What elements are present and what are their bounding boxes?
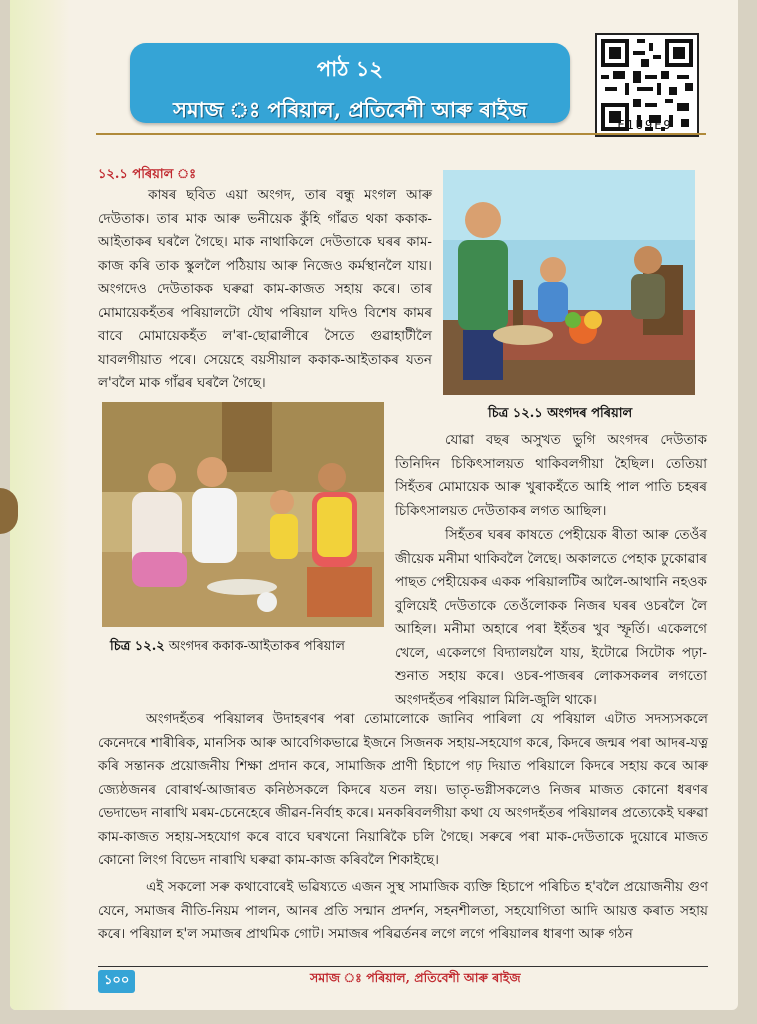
header-divider bbox=[96, 133, 706, 135]
qr-code-label: E1U9E9 bbox=[617, 118, 673, 132]
footer-divider bbox=[98, 966, 708, 967]
chapter-title: সমাজ ঃ পৰিয়াল, প্ৰতিবেশী আৰু ৰাইজ bbox=[173, 97, 527, 122]
chapter-number: পাঠ ১২ bbox=[316, 56, 384, 81]
figure-1-caption: চিত্ৰ ১২.১ অংগদৰ পৰিয়াল bbox=[488, 406, 633, 421]
family-illustration-1 bbox=[443, 170, 695, 395]
figure-2-label: চিত্ৰ ১২.২ bbox=[110, 639, 165, 654]
footer-title: সমাজ ঃ পৰিয়াল, প্ৰতিবেশী আৰু ৰাইজ bbox=[310, 970, 521, 985]
paragraph-2: যোৱা বছৰ অসুখত ভুগি অংগদৰ দেউতাক তিনিদিন চিকিৎসালয়ত থাকিবলগীয়া হৈছিল। তেতিয়া সিহঁতৰ মোমায়েক আৰু খুৰাকহঁতে আহি পাল পাতি চহৰৰ চিকিৎসালয়ত দেউতাকৰ লগত আছিল। bbox=[395, 432, 707, 519]
figure-2-text: অংগদৰ ককাক-আইতাকৰ পৰিয়াল bbox=[168, 639, 345, 654]
page-number: ১০০ bbox=[98, 970, 135, 993]
figure-2-caption bbox=[110, 637, 345, 658]
paragraph-3: সিহঁতৰ ঘৰৰ কাষতে পেহীয়েক ৰীতা আৰু তেওঁৰ জীয়েক মনীমা থাকিবলৈ লৈছে। অকালতে পেহাক ঢুকোৱাৰ পাছত পেহীয়েকৰ একক পৰিয়ালটিৰ আলৈ-আথানি নহওক বুলিয়েই দেউতাকে তেওঁলোকক নিজৰ ঘৰৰ ওচৰলৈ লৈ আহিল। মনীমা অহাৰে পৰা ইহঁতৰ খুব স্ফূৰ্তি। একেলগে খেলে, একেলগে বিদ্যালয়লৈ যায়, ইটোৱে সিটোক পঢ়া-শুনাত সহায় কৰে। ওচৰ-পাজৰৰ লোকসকলৰ লগতো অংগদহঁতৰ পৰিয়াল মিলি-জুলি থাকে। bbox=[395, 527, 707, 708]
textbook-page bbox=[10, 0, 738, 1010]
chapter-banner bbox=[130, 43, 570, 123]
paragraph-4: অংগদহঁতৰ পৰিয়ালৰ উদাহৰণৰ পৰা তোমালোকে জানিব পাৰিলা যে পৰিয়াল এটাত সদস্যসকলে কেনেদৰে শাৰীৰিক, মানসিক আৰু আবেগিকভাৱে ইজনে সিজনক সহায়-সহযোগ কৰে, কিদৰে জন্মৰ পৰা আদৰ-যত্ন কৰি সন্তানক প্ৰয়োজনীয় শিক্ষা প্ৰদান কৰে, সামাজিক প্ৰাণী হিচাপে গঢ় দিয়াত পৰিয়ালে কিদৰে সহায় কৰে আৰু জ্যেষ্ঠজনৰ বোৰাৰ্থ-আজাৰত কনিষ্ঠসকলে কিদৰে যতন লয়। ভাতৃ-ভগ্নীসকলেও নিজৰ মাজত কোনো ধৰণৰ ভেদাভেদ নাৰাখি মৰম-চেনেহেৰে জীৱন-নিৰ্বাহ কৰে। মনকৰিবলগীয়া কথা যে অংগদহঁতৰ পৰিয়ালৰ প্ৰত্যেকেই ঘৰুৱা কাম-কাজত সহায়-সহযোগ কৰে বাবে ঘৰখনো নিয়াৰিকৈ চলি গৈছে। সৰুৰে পৰা মাক-দেউতাকে দুয়োৰে মাজত কোনো লিংগ বিভেদ নাৰাখি ঘৰুৱা কাম-কাজ কৰিবলৈ শিকাইছে। bbox=[98, 711, 708, 868]
section-heading: ১২.১ পৰিয়াল ঃ bbox=[98, 167, 197, 182]
paragraph-1: কাষৰ ছবিত এয়া অংগদ, তাৰ বন্ধু মংগল আৰু দেউতাক। তাৰ মাক আৰু ভনীয়েক কুঁহি গাঁৱত থকা ককাক-আইতাকৰ ঘৰলৈ গৈছে। মাক নাথাকিলে দেউতাকে ঘৰৰ কাম-কাজ কৰি তাক স্কুললৈ পঠিয়ায় আৰু নিজেও কৰ্মস্থানলৈ যায়। অংগদেও দেউতাকক ঘৰুৱা কাম-কাজত সহায় কৰে। তাৰ মোমায়েকহঁতৰ পৰিয়ালটো যৌথ পৰিয়াল যদিও বিশেষ কামৰ বাবে মোমায়েকহঁত ল'ৰা-ছোৱালীৰে সৈতে গুৱাহাটীলৈ যাবলগীয়াত পৰে। সেয়েহে বয়সীয়াল ককাক-আইতাকৰ যতন ল'বলৈ মাক গাঁৱৰ ঘৰলৈ গৈছে। bbox=[98, 187, 432, 391]
family-illustration-2 bbox=[102, 402, 384, 627]
paragraph-5: এই সকলো সৰু কথাবোৰেই ভৱিষ্যতে এজন সুস্থ সামাজিক ব্যক্তি হিচাপে পৰিচিত হ'বলৈ প্ৰয়োজনীয় গুণ যেনে, সমাজৰ নীতি-নিয়ম পালন, আনৰ প্ৰতি সন্মান প্ৰদৰ্শন, সহনশীলতা, সহযোগিতা আদি আয়ত্ত কৰাত সহায় কৰে। পৰিয়াল হ'ল সমাজৰ প্ৰাথমিক গোট। সমাজৰ পৰিৱৰ্তনৰ লগে লগে পৰিয়ালৰ ধাৰণা আৰু গঠন bbox=[98, 879, 708, 942]
page-spine bbox=[10, 0, 70, 1010]
